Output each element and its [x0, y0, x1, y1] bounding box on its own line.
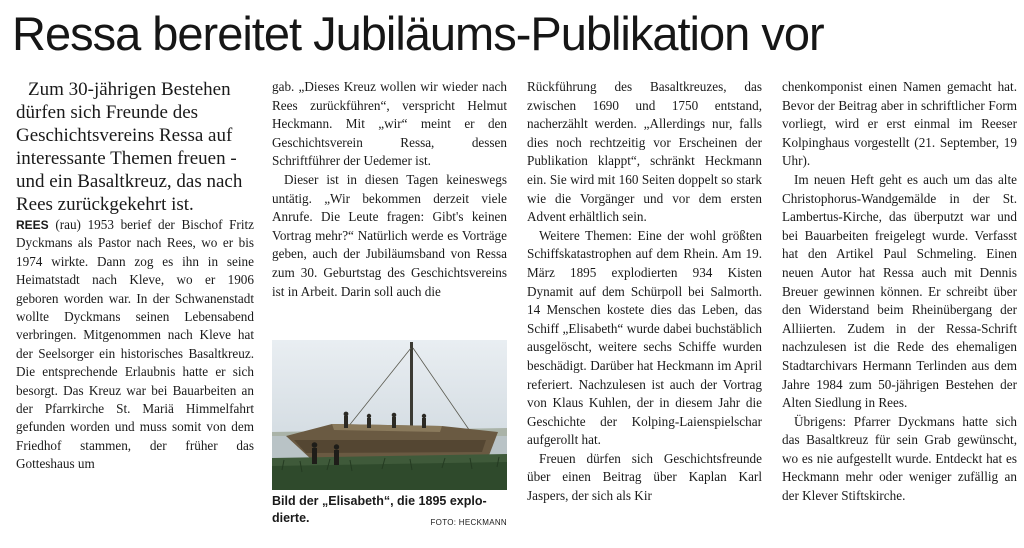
article-column-2 [272, 78, 507, 301]
paragraph: Rückführung des Basaltkreuzes, das zwischen 1690 und 1750 entstand, nacherzählt werden. „Allerdings nur, falls dies noch rechtzeitig vor Erscheinen der Publikation klappt“, schränkt Heckmann ein. Sie wird mit 160 Seiten doppelt so stark wie die Vorgänger und vor dem ersten Advent erhältlich sein. [527, 79, 762, 225]
caption-text: Bild der „Elisabeth“, die 1895 explodierte. [272, 494, 487, 525]
ship-photo [272, 340, 507, 490]
paragraph: Im neuen Heft geht es auch um das alte Christophorus-Wandgemälde in der St. Lambertus-Kirche, das überputzt war und bei Bauarbeiten freigelegt wurde. Verfasst hat den Artikel Paul Schmeling. Einen neuen Autor hat Ressa auch mit Dennis Breuer gewinnen können. Er schreibt über den Widerstand beim Rheinübergang der Alliierten. Zudem in der Ressa-Schrift nachzulesen ist die Rede des ehemaligen Stadtarchivars Hermann Terlinden aus dem Jahre 1984 zum 50-jährigen Bestehen der Alten Siedlung in Rees. [782, 171, 1017, 411]
article-column-1 [16, 78, 254, 474]
paragraph: Freuen dürfen sich Geschichtsfreunde über einen Beitrag über Kaplan Karl Jaspers, der sich als Kir [527, 450, 762, 504]
lead-paragraph-text: (rau) 1953 berief der Bischof Fritz Dyckmans als Pastor nach Rees, wo er bis 1974 wirkte. Dann zog es ihn in seine Heimatstadt nach Kleve, wo er 1906 geboren worden war. In der Schwanenstadt wollte Dyckmans seinen Lebensabend verbringen. Mitgenommen nach Kleve hat der Seelsorger ein historisches Basaltkreuz. Die entsprechende Erlaubnis hatte er sich besorgt. Das Kreuz war bei Bauarbeiten an der Pfarrkirche St. Mariä Himmelfahrt gefunden worden und muss somit von dem Friedhof stammen, der früher das Gotteshaus um [16, 217, 255, 472]
paragraph: Weitere Themen: Eine der wohl größten Schiffskatastrophen auf dem Rhein. Am 19. März 1895 explodierten 934 Kisten Dynamit auf dem Schürpoll bei Salmorth. 14 Menschen kostete dies das Leben, das Schiff „Elisabeth“ wurde dabei buchstäblich ausgelöscht, weitere sechs Schiffe wurden beschädigt. Darüber hat Heckmann im April referiert. Nachzulesen ist auch der Vortrag von Klaus Kuhlen, der in diesem Jahr die Geschichte der Kolping-Laienspielschar aufgerollt hat. [527, 227, 762, 448]
paragraph: Übrigens: Pfarrer Dyckmans hatte sich das Basaltkreuz für sein Grab gewünscht, wo es nie aufgestellt wurde. Entdeckt hat es Heckmann mehr oder weniger zufällig an der Klever Stiftskirche. [782, 413, 1017, 504]
article-column-4 [782, 78, 1017, 506]
photo-credit: FOTO: HECKMANN [430, 518, 507, 527]
paragraph: chenkomponist einen Namen gemacht hat. Bevor der Beitrag aber in schriftlicher Form vorliegt, wird er erst einmal im Reeser Kolpinghaus vorgestellt (21. September, 19 Uhr). [782, 79, 1017, 169]
dateline: REES [16, 218, 49, 232]
article-teaser: Zum 30-jährigen Bestehen dürfen sich Freunde des Geschichtsvereins Ressa auf interessante Themen freuen - und ein Basaltkreuz, das nach Rees zurückgekehrt ist. [16, 79, 243, 215]
paragraph: Dieser ist in diesen Tagen keineswegs untätig. „Wir bekommen derzeit viele Anrufe. Die Leute fragen: Gibt's keinen Vortrag mehr?“ Natürlich werde es Vorträge geben, auch der Jubiläumsband von Ressa zum 30. Geburtstag des Geschichtsvereins ist in Arbeit. Darin soll auch die [272, 171, 507, 299]
paragraph: gab. „Dieses Kreuz wollen wir wieder nach Rees zurückführen“, verspricht Helmut Heckmann. Mit „wir“ meint er den Geschichtsverein Ressa, dessen Schriftführer der Uedemer ist. [272, 79, 507, 169]
article-column-3 [527, 78, 762, 506]
article-headline: Ressa bereitet Jubiläums-Publikation vor [12, 7, 824, 60]
photo-caption [272, 493, 507, 531]
lead-paragraph [16, 216, 254, 474]
